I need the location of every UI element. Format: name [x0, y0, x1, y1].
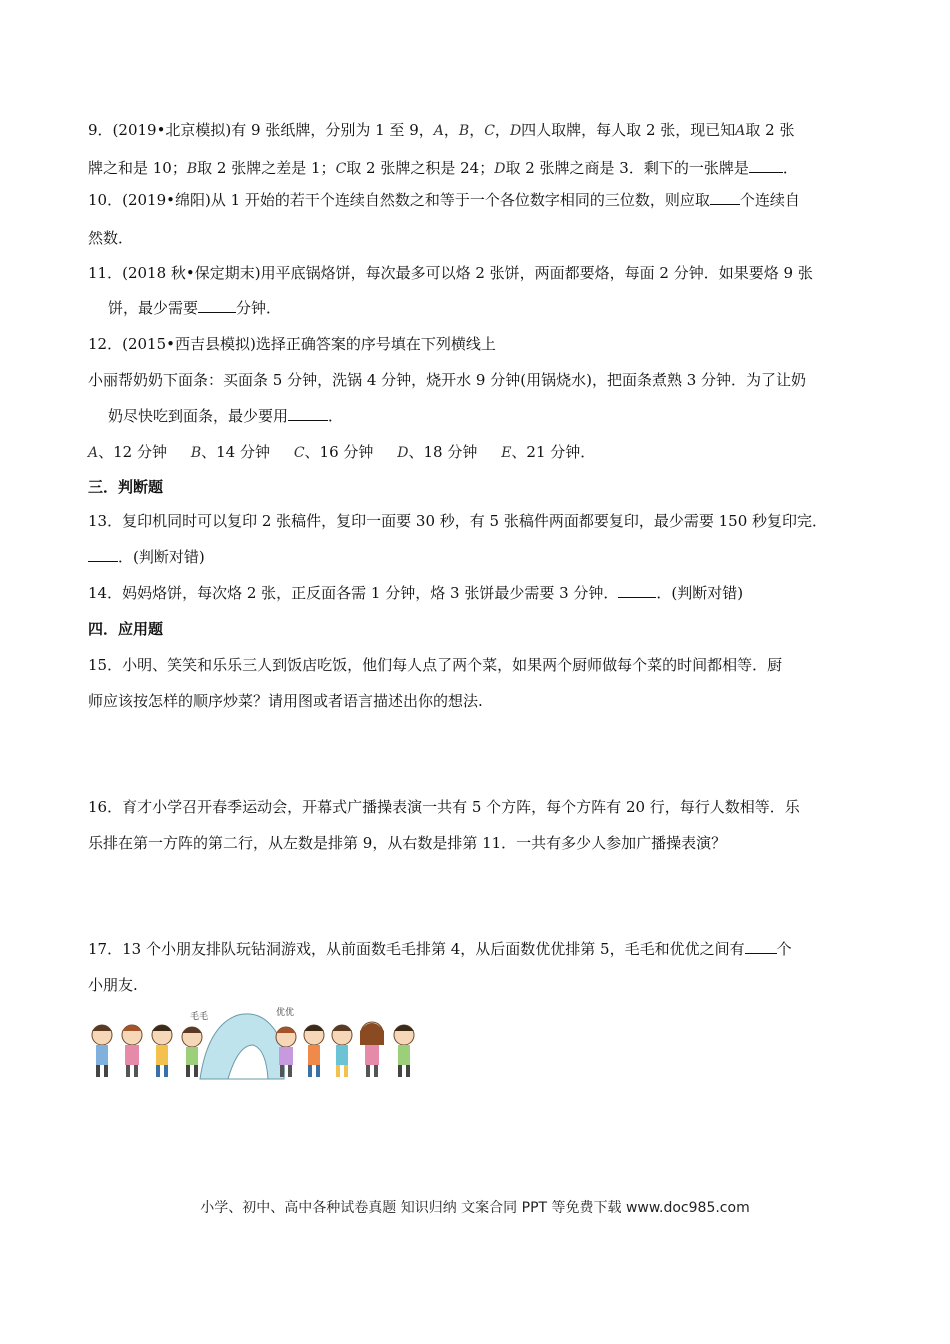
answer-blank[interactable]	[288, 406, 328, 421]
answer-blank[interactable]	[745, 939, 777, 954]
child-figure	[332, 1025, 352, 1077]
child-figure	[182, 1027, 202, 1077]
q16-line2: 乐排在第一方阵的第二行，从左数是排第 9，从右数是排第 11．一共有多少人参加广播操表演？	[88, 834, 727, 852]
child-figure	[92, 1025, 112, 1077]
answer-blank[interactable]	[749, 158, 783, 173]
q9-line2: 牌之和是 10；B取 2 张牌之差是 1；C取 2 张牌之积是 24；D取 2 张牌之商是 3．剩下的一张牌是 ．	[88, 159, 798, 177]
answer-blank[interactable]	[710, 190, 740, 205]
q15-line2: 师应该按怎样的顺序炒菜？请用图或者语言描述出你的想法.	[88, 692, 483, 710]
section-heading-application: 四．应用题	[88, 620, 164, 638]
option-d: D、18 分钟	[397, 443, 478, 461]
child-figure	[122, 1025, 142, 1077]
q13-line1: 13．复印机同时可以复印 2 张稿件，复印一面要 30 秒，有 5 张稿件两面都要复印，最少需要 150 秒复印完．	[88, 512, 828, 530]
q10-line1: 10．(2019•绵阳)从 1 开始的若干个连续自然数之和等于一个各位数字相同的三位数，则应取 个连续自	[88, 191, 800, 209]
option-c: C、16 分钟	[293, 443, 374, 461]
q13-line2: ．(判断对错)	[88, 547, 205, 567]
option-b: B、14 分钟	[190, 443, 270, 461]
q12-line3: 奶尽快吃到面条，最少要用 ．	[108, 407, 344, 425]
option-e: E、21 分钟．	[501, 443, 596, 461]
q11-line1: 11．(2018 秋•保定期末)用平底锅烙饼，每次最多可以烙 2 张饼，两面都要烙，每面 2 分钟．如果要烙 9 张	[88, 264, 813, 282]
section-heading-judgement: 三．判断题	[88, 478, 164, 496]
child-figure	[152, 1025, 172, 1077]
child-figure	[304, 1025, 324, 1077]
q14-line1: 14．妈妈烙饼，每次烙 2 张，正反面各需 1 分钟，烙 3 张饼最少需要 3 分钟． ．(判断对错)	[88, 584, 744, 602]
q9-line1: 9．(2019•北京模拟)有 9 张纸牌，分别为 1 至 9，A，B，C，D四人取牌，每人取 2 张，现已知A取 2 张	[88, 121, 795, 139]
q16-line1: 16．育才小学召开春季运动会，开幕式广播操表演一共有 5 个方阵，每个方阵有 20 行，每行人数相等．乐	[88, 798, 800, 816]
child-figure	[394, 1025, 414, 1077]
q12-line2: 小丽帮奶奶下面条：买面条 5 分钟，洗锅 4 分钟，烧开水 9 分钟(用锅烧水)，把面条煮熟 3 分钟．为了让奶	[88, 371, 807, 389]
q12-line1: 12．(2015•西吉县模拟)选择正确答案的序号填在下列横线上	[88, 335, 496, 353]
q15-line1: 15．小明、笑笑和乐乐三人到饭店吃饭，他们每人点了两个菜，如果两个厨师做每个菜的时间都相等．厨	[88, 656, 783, 674]
tag-youyou: 优优	[276, 1008, 295, 1018]
children-tunnel-illustration	[88, 1005, 424, 1081]
answer-blank[interactable]	[198, 298, 236, 313]
answer-blank[interactable]	[618, 583, 656, 598]
q17-line1: 17．13 个小朋友排队玩钻洞游戏，从前面数毛毛排第 4，从后面数优优排第 5，毛毛和优优之间有 个	[88, 940, 792, 958]
page-footer: 小学、初中、高中各种试卷真题 知识归纳 文案合同 PPT 等免费下载 www.doc985.com	[200, 1200, 750, 1216]
tag-maomao: 毛毛	[190, 1012, 209, 1022]
q12-options	[88, 442, 595, 463]
answer-blank[interactable]	[88, 547, 118, 562]
q17-line2: 小朋友.	[88, 976, 138, 994]
q11-line2: 饼，最少需要 分钟．	[108, 299, 282, 317]
q10-line2: 然数．	[88, 229, 134, 247]
child-figure	[360, 1022, 384, 1077]
option-a: A、12 分钟	[88, 443, 167, 461]
